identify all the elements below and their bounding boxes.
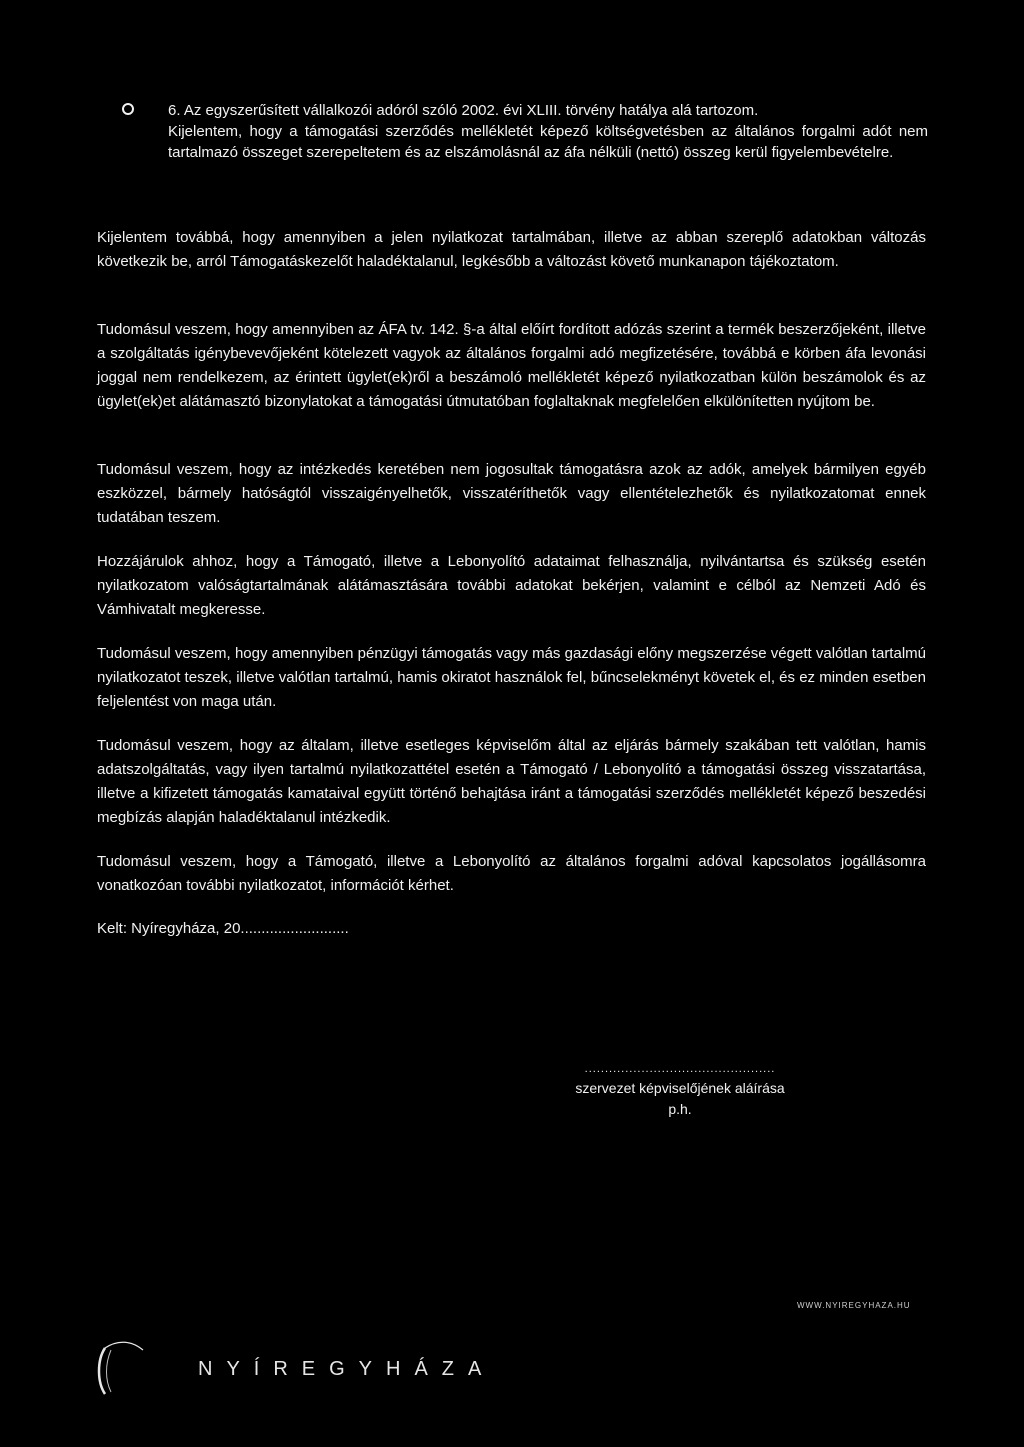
paragraph-reverse-charge: Tudomásul veszem, hogy amennyiben az ÁFA tv. 142. §-a által előírt fordított adózás szerint a termék beszerzőjeként, illetve a szolgáltatás igénybevevőjeként kötelezett vagyok az általános forgalmi adó megfizetésére, továbbá e körben áfa levonási joggal nem rendelkezem, az érintett ügylet(ek)ről a beszámoló mellékletét képező nyilatkozatban külön beszámolok és az ügylet(ek)et alátámasztó bizonylatokat a támogatási útmutatóban foglaltaknak megfelelően elkülönítetten nyújtom be.	[97, 321, 926, 410]
signature-block	[520, 1060, 840, 1120]
paragraph-change-notice: Kijelentem továbbá, hogy amennyiben a jelen nyilatkozat tartalmában, illetve az abban szereplő adatokban változás következik be, arról Támogatáskezelőt haladéktalanul, legkésőbb a változást követő munkanapon tájékoztatom.	[97, 229, 926, 270]
date-place-line: Kelt: Nyíregyháza, 20..........................	[97, 920, 349, 937]
paragraph-tax-eligibility: Tudomásul veszem, hogy az intézkedés keretében nem jogosultak támogatásra azok az adók, amelyek bármilyen egyéb eszközzel, bármely hatóságtól visszaigényelhetők, visszatéríthetők vagy ellentételezhetők és nyilatkozatomat ennek tudatában teszem.	[97, 461, 926, 526]
paragraph-data-consent: Hozzájárulok ahhoz, hogy a Támogató, illetve a Lebonyolító adataimat felhasználja, nyilvántartsa és szükség esetén nyilatkozatom valóságtartalmának alátámasztására további adatokat bekérjen, valamint e célból az Nemzeti Adó és Vámhivatalt megkeresse.	[97, 553, 926, 618]
paragraph-false-statement: Tudomásul veszem, hogy amennyiben pénzügyi támogatás vagy más gazdasági előny megszerzése végett valótlan tartalmú nyilatkozatot teszek, illetve valótlan tartalmú, hamis okiratot használok fel, bűncselekményt követek el, és ez minden esetben feljelentést von maga után.	[97, 645, 926, 710]
stamp-label: p.h.	[668, 1101, 692, 1117]
radio-option-6[interactable]	[122, 103, 134, 115]
city-logo-icon	[95, 1330, 155, 1410]
paragraph-further-info: Tudomásul veszem, hogy a Támogató, illetve a Lebonyolító az általános forgalmi adóval kapcsolatos jogállásomra vonatkozóan további nyilatkozatot, információt kérhet.	[97, 853, 926, 894]
paragraph-recovery: Tudomásul veszem, hogy az általam, illetve esetleges képviselőm által az eljárás bármely szakában tett valótlan, hamis adatszolgáltatás, vagy ilyen tartalmú nyilatkozattétel esetén a Támogató / Lebonyolító a támogatási összeg visszatartása, illetve a kifizetett támogatás kamataival együtt történő behajtása iránt a támogatási szerződés mellékletét képező beszedési megbízás alapján haladéktalanul intézkedik.	[97, 737, 926, 826]
city-name: NYÍREGYHÁZA	[198, 1358, 496, 1380]
signature-label: szervezet képviselőjének aláírása	[575, 1080, 785, 1096]
website-url: WWW.NYIREGYHAZA.HU	[797, 1301, 911, 1310]
item-6-heading: 6. Az egyszerűsített vállalkozói adóról szóló 2002. évi XLIII. törvény hatálya alá tartozom.	[168, 102, 759, 119]
signature-line: ...............................................	[584, 1063, 776, 1075]
item-6	[168, 100, 928, 163]
item-6-body: Kijelentem, hogy a támogatási szerződés mellékletét képező költségvetésben az általános forgalmi adót nem tartalmazó összeget szerepeltetem és az elszámolásnál az áfa nélküli (nettó) összeg kerül figyelembevételre.	[168, 123, 928, 161]
